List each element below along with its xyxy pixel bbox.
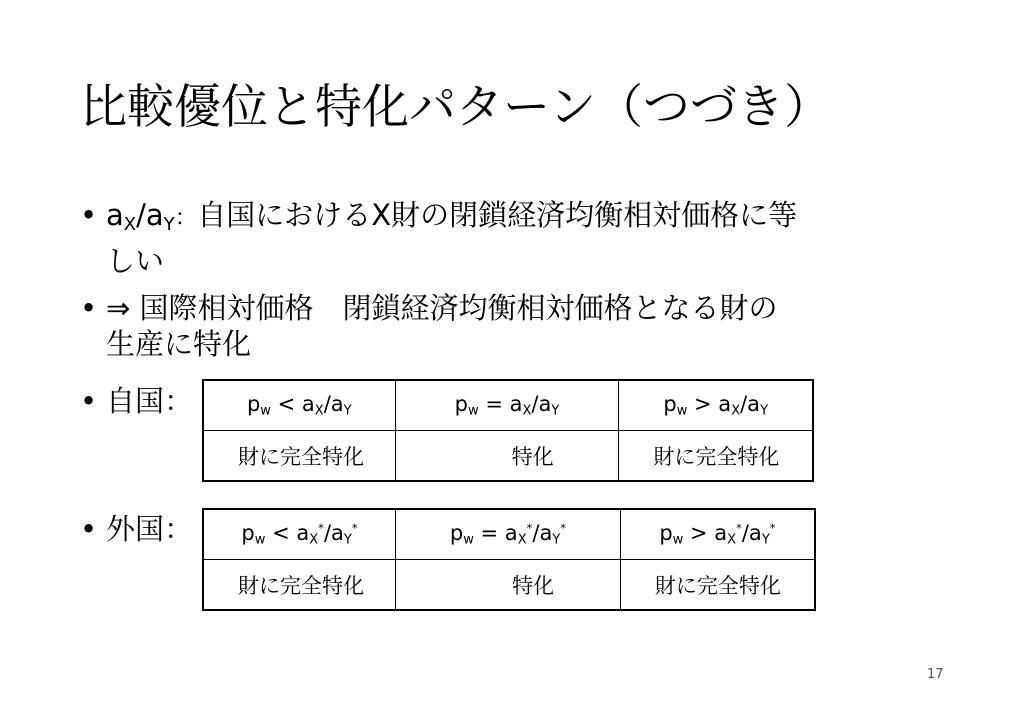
bullet-marker: • [80, 291, 98, 325]
header-cell-equal: $p_w = a_X^*/a_Y^*$ [396, 509, 621, 560]
subscript-x: X [123, 214, 137, 236]
bullet-content [106, 197, 797, 279]
bullet-marker: • [80, 198, 98, 232]
bullet-label: 外国： [106, 512, 194, 546]
header-cell-equal: $p_w = a_X/a_Y$ [395, 380, 619, 431]
value-cell: 財に完全特化 [620, 560, 815, 611]
table-header-row [203, 380, 813, 431]
header-cell-greater: $p_w > a_X^*/a_Y^*$ [620, 509, 815, 560]
bullet-content [106, 290, 778, 362]
table-row [203, 560, 815, 611]
var-a: a [106, 198, 124, 232]
var-slash-a: /a [136, 198, 164, 232]
colon: ： [174, 205, 198, 231]
table-header-row [203, 509, 815, 560]
value-cell: 特化 [395, 431, 619, 482]
bullet-label: 自国： [106, 384, 194, 418]
bullet-text: 国際相対価格 閉鎖経済均衡相対価格となる財の [139, 291, 778, 325]
header-cell-less: $p_w < a_X/a_Y$ [203, 380, 395, 431]
page-number: 17 [927, 667, 944, 682]
bullet-marker: • [80, 512, 98, 546]
value-cell: 特化 [396, 560, 621, 611]
subscript-y: Y [163, 214, 175, 236]
foreign-country-table [202, 508, 816, 611]
home-country-table [202, 379, 814, 482]
slide-title: 比較優位と特化パターン（つづき） [80, 80, 832, 135]
value-cell: 財に完全特化 [619, 431, 813, 482]
value-cell: 財に完全特化 [238, 573, 364, 598]
header-cell-less: $p_w < a_X^*/a_Y^*$ [203, 509, 396, 560]
bullet-line-1 [106, 290, 778, 326]
bullet-line-2: 生産に特化 [106, 327, 252, 361]
implies-arrow: ⇒ [106, 291, 131, 325]
bullet-line-2: しい [106, 244, 165, 279]
bullet-text: 自国におけるX財の閉鎖経済均衡相対価格に等 [197, 198, 798, 232]
header-cell-greater: $p_w > a_X/a_Y$ [619, 380, 813, 431]
bullet-line-1 [106, 197, 797, 243]
table-row [203, 431, 813, 482]
value-cell: 財に完全特化 [238, 444, 364, 469]
bullet-marker: • [80, 384, 98, 418]
